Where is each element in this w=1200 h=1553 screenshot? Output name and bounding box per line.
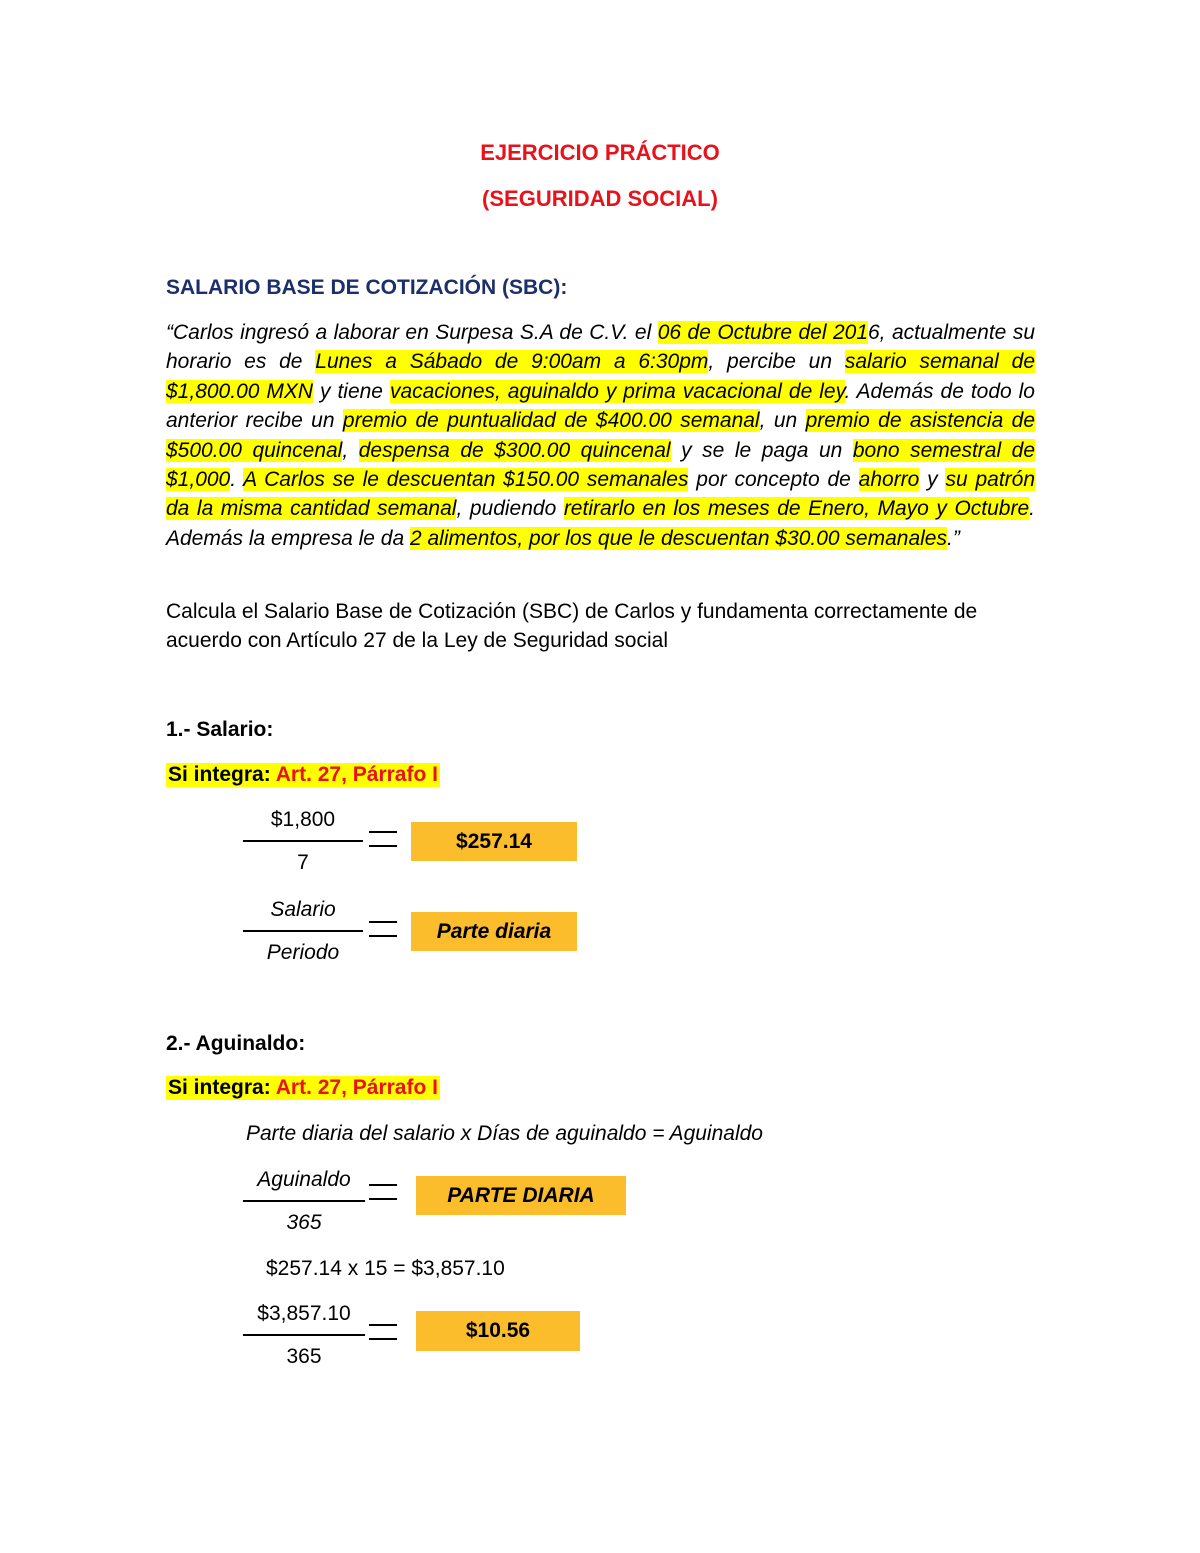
case-paragraph [166, 318, 1035, 553]
aguinaldo-formula: Parte diaria del salario x Días de aguinaldo = Aguinaldo [246, 1122, 763, 1145]
case-text: , [342, 438, 359, 462]
case-text: y [919, 468, 946, 492]
equals-sign [369, 921, 397, 937]
fraction-bar [243, 1200, 365, 1202]
case-text: . Además de todo lo anterior recibe un [166, 379, 1035, 433]
result-box-daily-salary: $257.14 [411, 822, 577, 861]
integra-label: Si integra: [168, 763, 276, 786]
fraction-denominator: 365 [286, 1211, 322, 1234]
fraction-numerator: $1,800 [270, 808, 336, 831]
result-box-parte-diaria: Parte diaria [411, 912, 577, 951]
integra-label: Si integra: [168, 1076, 276, 1099]
fraction-aguinaldo-formula [243, 1165, 365, 1238]
case-text: . Además la empresa le da [166, 497, 1035, 550]
section-salario-title: 1.- Salario: [166, 718, 274, 741]
fraction-aguinaldo-value [243, 1299, 365, 1372]
fraction-numerator: Salario [270, 898, 336, 921]
case-highlight: despensa de $300.00 quincenal [358, 438, 671, 462]
case-text: y tiene [313, 379, 390, 403]
case-highlight: su patrón da la misma cantidad semanal [166, 468, 1036, 521]
equals-sign [369, 1184, 397, 1200]
case-text: “Carlos ingresó a laborar en Surpesa S.A de C.V. el [166, 321, 658, 344]
fraction-bar [243, 1334, 365, 1336]
fraction-numerator: $3,857.10 [257, 1302, 351, 1325]
result-box-aguinaldo-daily: $10.56 [416, 1311, 580, 1351]
page-title: EJERCICIO PRÁCTICO [480, 140, 720, 165]
case-highlight: A Carlos se le descuentan $150.00 semanales [243, 468, 689, 492]
equals-sign [369, 1324, 397, 1340]
integra-article: Art. 27, Párrafo I [275, 1076, 438, 1099]
instruction-text: Calcula el Salario Base de Cotización (SBC) de Carlos y fundamenta correctamente de acuerdo con Artículo 27 de la Ley de Seguridad social [166, 600, 978, 652]
case-highlight: ahorro [858, 468, 920, 492]
case-text: , percibe un [708, 350, 845, 374]
case-text: .” [947, 526, 960, 550]
section-salario-integra [166, 763, 440, 787]
sbc-heading: SALARIO BASE DE COTIZACIÓN (SBC): [166, 276, 568, 299]
case-text: , pudiendo [456, 497, 564, 521]
fraction-numerator: Aguinaldo [257, 1168, 351, 1191]
case-highlight: 06 de Octubre del 201 [657, 321, 868, 344]
fraction-bar [243, 840, 363, 842]
case-highlight: salario semanal de $1,800.00 MXN [166, 350, 1035, 403]
case-highlight: vacaciones, aguinaldo y prima vacacional de ley [389, 379, 845, 403]
case-text: 6, actualmente su horario es de [166, 321, 1035, 374]
integra-article: Art. 27, Párrafo I [275, 763, 438, 786]
case-text: por concepto de [688, 468, 859, 492]
result-box-parte-diaria-upper: PARTE DIARIA [416, 1176, 626, 1215]
page-subtitle: (SEGURIDAD SOCIAL) [482, 186, 718, 211]
case-highlight: bono semestral de $1,000 [166, 438, 1036, 492]
case-highlight: 2 alimentos, por los que le descuentan $30.00 semanales [409, 526, 947, 550]
section-aguinaldo-title: 2.- Aguinaldo: [166, 1032, 306, 1055]
fraction-bar [243, 930, 363, 932]
fraction-denominator: 365 [286, 1345, 322, 1368]
case-text: , un [759, 409, 806, 433]
fraction-salario-value [243, 805, 363, 878]
fraction-denominator: Periodo [266, 941, 340, 964]
section-aguinaldo-integra [166, 1076, 440, 1100]
case-text: y se le paga un [670, 438, 853, 462]
aguinaldo-calculation: $257.14 x 15 = $3,857.10 [266, 1257, 505, 1280]
case-highlight: Lunes a Sábado de 9:00am a 6:30pm [315, 350, 709, 374]
case-text: . [230, 468, 244, 492]
equals-sign [369, 831, 397, 847]
case-highlight: retirarlo en los meses de Enero, Mayo y Octubre [563, 497, 1030, 521]
fraction-denominator: 7 [297, 851, 309, 874]
case-highlight: premio de asistencia de $500.00 quincenal [166, 409, 1036, 462]
case-highlight: premio de puntualidad de $400.00 semanal [342, 409, 760, 433]
fraction-salario-formula [243, 895, 363, 968]
